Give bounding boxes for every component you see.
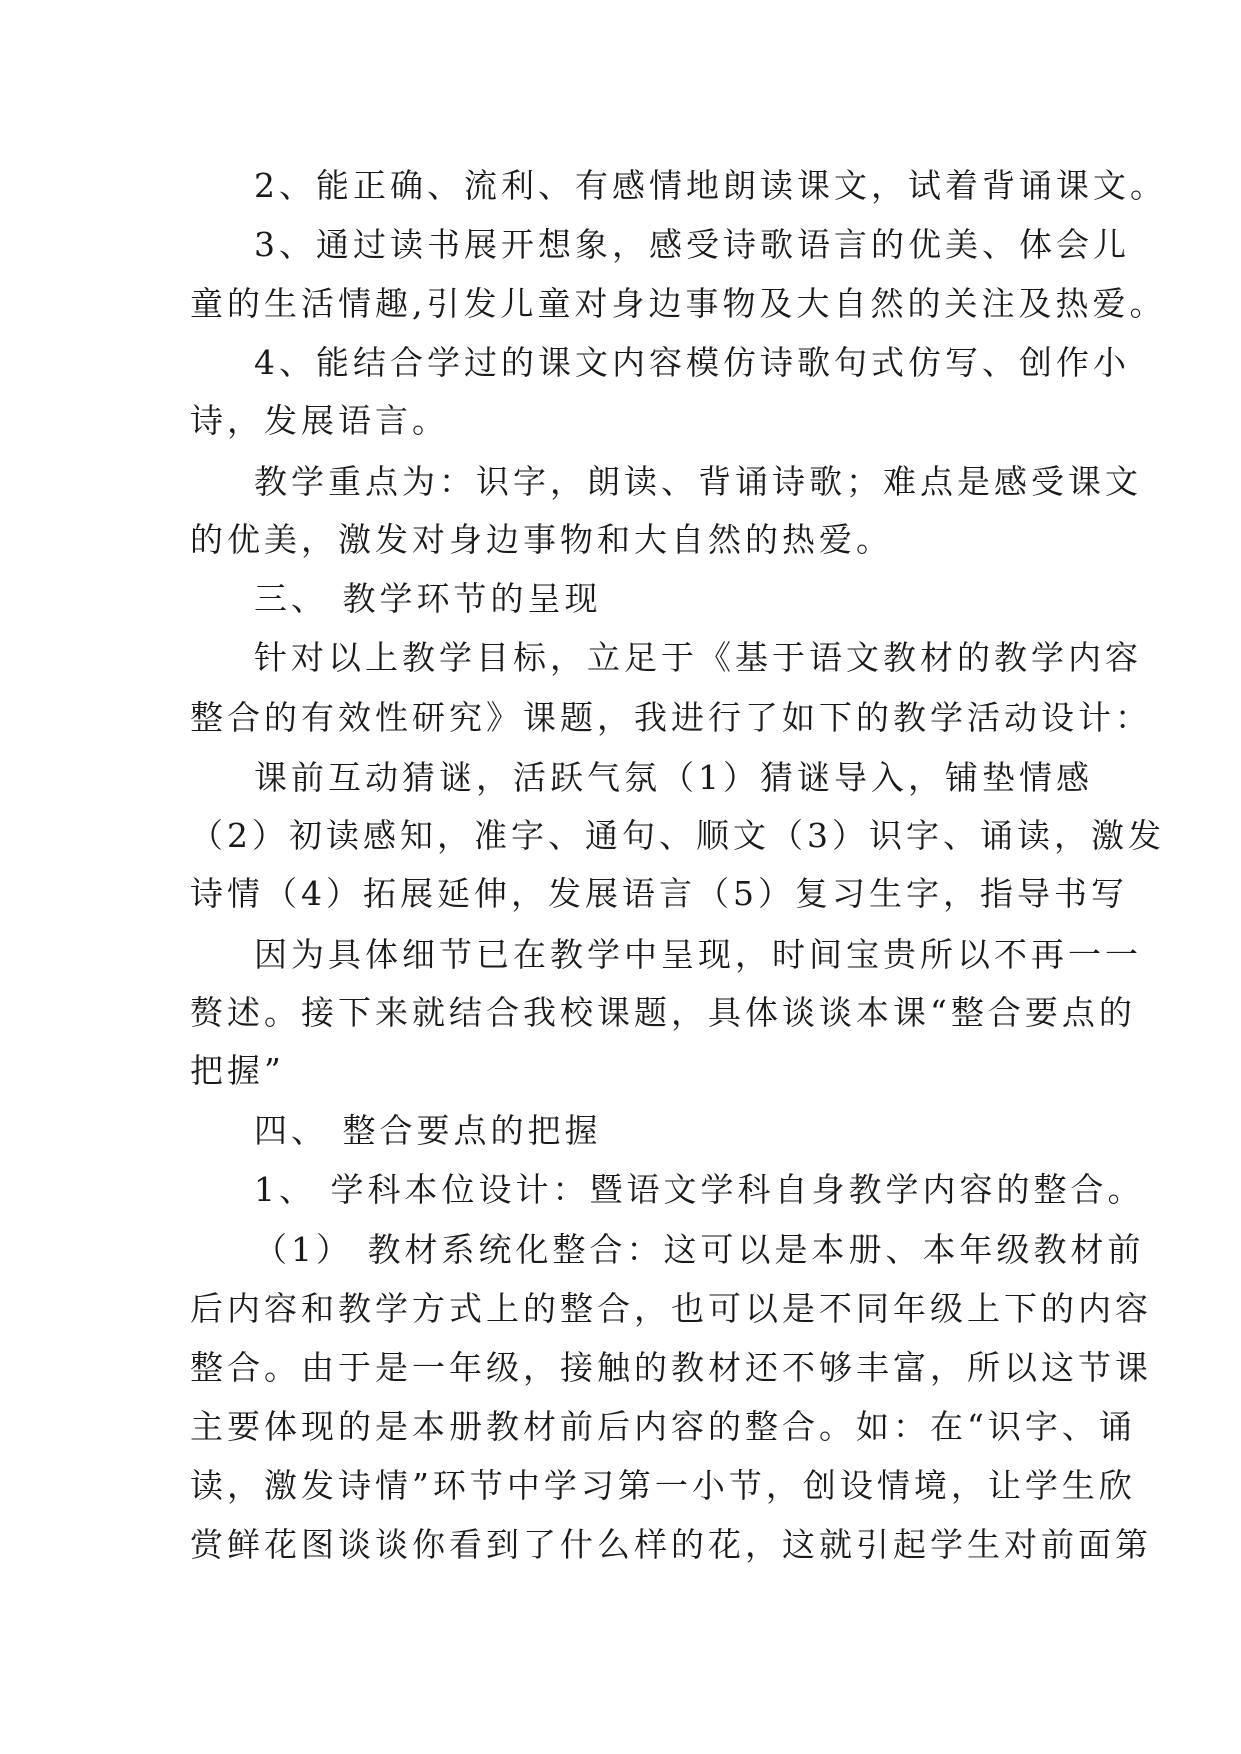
text-line: 因为具体细节已在教学中呈现，时间宝贵所以不再一一	[254, 935, 1142, 974]
text-line: （2）初读感知，准字、通句、顺文（3）识字、诵读，激发	[190, 816, 1165, 855]
text-line: 教学重点为：识字，朗读、背诵诗歌；难点是感受课文	[254, 462, 1142, 501]
text-line: （1） 教材系统化整合：这可以是本册、本年级教材前	[254, 1230, 1145, 1269]
text-line: 把握”	[190, 1051, 285, 1090]
text-line: 诗，发展语言。	[190, 401, 449, 440]
text-line: 课前互动猜谜，活跃气氛（1）猜谜导入，铺垫情感	[254, 758, 1093, 797]
text-line: 整合的有效性研究》课题，我进行了如下的教学活动设计：	[190, 698, 1152, 737]
text-line: 的优美，激发对身边事物和大自然的热爱。	[190, 520, 893, 559]
section-heading: 四、 整合要点的把握	[254, 1111, 602, 1150]
text-line: 后内容和教学方式上的整合，也可以是不同年级上下的内容	[190, 1289, 1152, 1328]
text-line: 1、 学科本位设计：暨语文学科自身教学内容的整合。	[254, 1170, 1145, 1209]
section-heading: 三、 教学环节的呈现	[254, 579, 602, 618]
text-line: 赏鲜花图谈谈你看到了什么样的花，这就引起学生对前面第	[190, 1525, 1152, 1564]
text-line: 童的生活情趣,引发儿童对身边事物及大自然的关注及热爱。	[190, 284, 1167, 323]
text-line: 主要体现的是本册教材前后内容的整合。如：在“识字、诵	[190, 1407, 1136, 1446]
text-line: 4、能结合学过的课文内容模仿诗歌句式仿写、创作小	[254, 343, 1130, 382]
text-line: 2、能正确、流利、有感情地朗读课文，试着背诵课文。	[254, 166, 1167, 205]
text-line: 整合。由于是一年级，接触的教材还不够丰富，所以这节课	[190, 1348, 1152, 1387]
text-line: 赘述。接下来就结合我校课题，具体谈谈本课“整合要点的	[190, 993, 1136, 1032]
text-line: 3、通过读书展开想象，感受诗歌语言的优美、体会儿	[254, 225, 1130, 264]
text-line: 针对以上教学目标，立足于《基于语文教材的教学内容	[254, 638, 1142, 677]
text-line: 诗情（4）拓展延伸，发展语言（5）复习生字，指导书写	[190, 874, 1128, 913]
text-line: 读，激发诗情”环节中学习第一小节，创设情境，让学生欣	[190, 1466, 1136, 1505]
